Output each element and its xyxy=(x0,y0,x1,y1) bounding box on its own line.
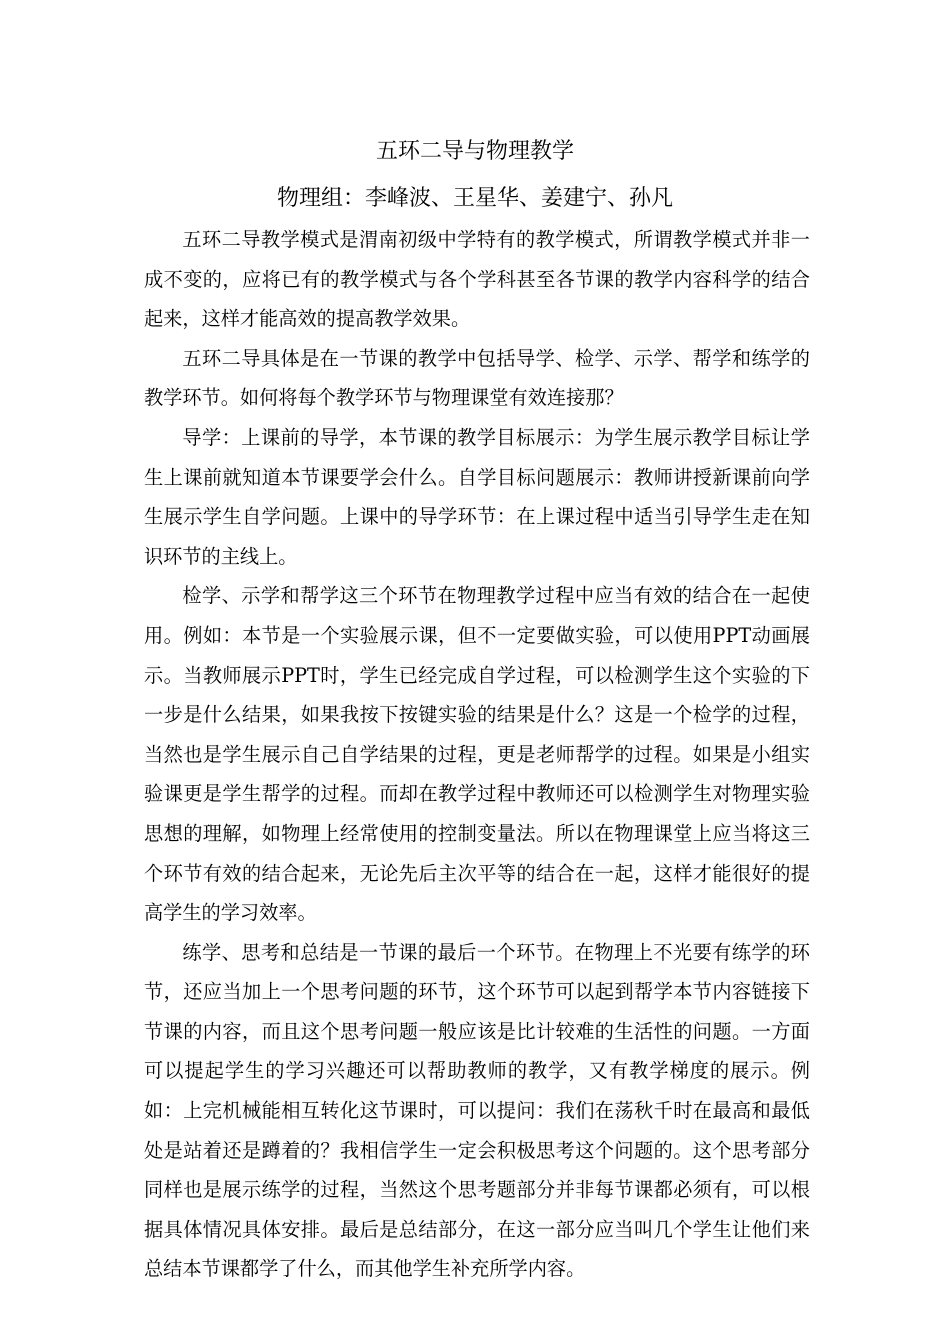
document-title: 五环二导与物理教学 xyxy=(375,139,574,164)
paragraph-practice-summary: 练学、思考和总结是一节课的最后一个环节。在物理上不光要有练学的环节，还应当加上一个思考问题的环节，这个环节可以起到帮学本节内容链接下节课的内容，而且这个思考问题一般应该是比计较难的生活性的问题。一方面可以提起学生的学习兴趣还可以帮助教师的教学，又有教学梯度的展示。例如：上完机械能相互转化这节课时，可以提问：我们在荡秋千时在最高和最低处是站着还是蹲着的？我相信学生一定会积极思考这个问题的。这个思考部分同样也是展示练学的过程，当然这个思考题部分并非每节课都必须有，可以根据具体情况具体安排。最后是总结部分，在这一部分应当叫几个学生让他们来总结本节课都学了什么，而其他学生补充所学内容。 xyxy=(144,940,810,1281)
paragraph-five-links: 五环二导具体是在一节课的教学中包括导学、检学、示学、帮学和练学的教学环节。如何将每个教学环节与物理课堂有效连接那？ xyxy=(144,346,810,410)
paragraph-check-show-help: 检学、示学和帮学这三个环节在物理教学过程中应当有效的结合在一起使用。例如：本节是一个实验展示课，但不一定要做实验，可以使用PPT动画展示。当教师展示PPT时，学生已经完成自学过程，可以检测学生这个实验的下一步是什么结果，如果我按下按键实验的结果是什么？这是一个检学的过程，当然也是学生展示自己自学结果的过程，更是老师帮学的过程。如果是小组实验课更是学生帮学的过程。而却在教学过程中教师还可以检测学生对物理实验思想的理解，如物理上经常使用的控制变量法。所以在物理课堂上应当将这三个环节有效的结合起来，无论先后主次平等的结合在一起，这样才能很好的提高学生的学习效率。 xyxy=(144,584,810,925)
paragraph-guided-learning: 导学：上课前的导学，本节课的教学目标展示：为学生展示教学目标让学生上课前就知道本节课要学会什么。自学目标问题展示：教师讲授新课前向学生展示学生自学问题。上课中的导学环节：在上课过程中适当引导学生走在知识环节的主线上。 xyxy=(144,425,810,568)
paragraph-intro: 五环二导教学模式是渭南初级中学特有的教学模式，所谓教学模式并非一成不变的，应将已有的教学模式与各个学科甚至各节课的教学内容科学的结合起来，这样才能高效的提高教学效果。 xyxy=(144,228,810,331)
document-body xyxy=(144,220,810,1289)
document-authors: 物理组：李峰波、王星华、姜建宁、孙凡 xyxy=(276,186,673,211)
